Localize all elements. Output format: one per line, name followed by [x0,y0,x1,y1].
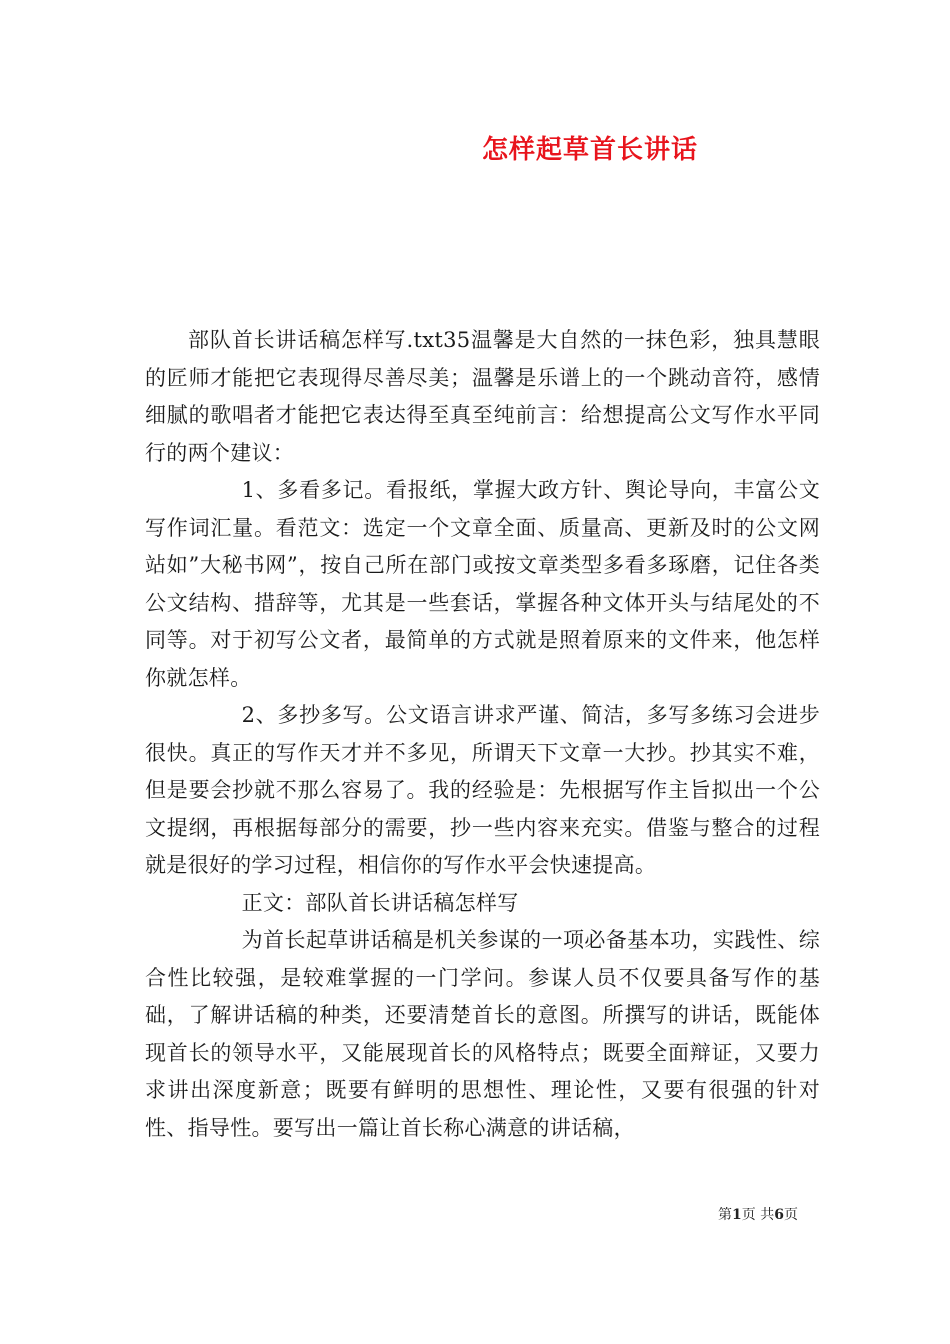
paragraph-tip-1: 1、多看多记。看报纸，掌握大政方针、舆论导向，丰富公文写作词汇量。看范文：选定一个文章全面、质量高、更新及时的公文网站如”大秘书网”，按自己所在部门或按文章类型多看多琢磨，记住各类公文结构、措辞等，尤其是一些套话，掌握各种文体开头与结尾处的不同等。对于初写公文者，最简单的方式就是照着原来的文件来，他怎样你就怎样。 [145,478,820,690]
document-body [145,322,820,1147]
paragraph-main-heading: 正文：部队首长讲话稿怎样写 [241,890,519,915]
footer-total-pages: 6 [774,1207,784,1223]
footer-suffix: 页 [783,1207,798,1223]
page-footer [718,1206,798,1224]
paragraph-tip-2: 2、多抄多写。公文语言讲求严谨、简洁，多写多练习会进步很快。真正的写作天才并不多见，所谓天下文章一大抄。抄其实不难，但是要会抄就不那么容易了。我的经验是：先根据写作主旨拟出一个公文提纲，再根据每部分的需要，抄一些内容来充实。借鉴与整合的过程就是很好的学习过程，相信你的写作水平会快速提高。 [145,703,820,877]
document-title: 怎样起草首长讲话 [481,135,698,165]
footer-middle: 页 共 [741,1207,775,1223]
footer-current-page: 1 [732,1207,742,1223]
paragraph-intro: 部队首长讲话稿怎样写.txt35温馨是大自然的一抹色彩，独具慧眼的匠师才能把它表现得尽善尽美；温馨是乐谱上的一个跳动音符，感情细腻的歌唱者才能把它表达得至真至纯前言：给想提高公文写作水平同行的两个建议： [145,328,820,465]
paragraph-main-body: 为首长起草讲话稿是机关参谋的一项必备基本功，实践性、综合性比较强，是较难掌握的一门学问。参谋人员不仅要具备写作的基础，了解讲话稿的种类，还要清楚首长的意图。所撰写的讲话，既能体现首长的领导水平，又能展现首长的风格特点；既要全面辩证，又要力求讲出深度新意；既要有鲜明的思想性、理论性，又要有很强的针对性、指导性。要写出一篇让首长称心满意的讲话稿， [145,928,820,1140]
footer-prefix: 第 [718,1207,732,1223]
